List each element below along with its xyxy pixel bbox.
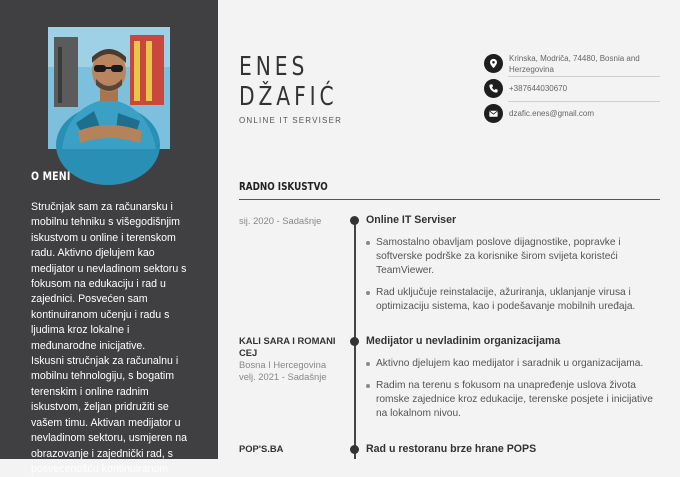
main-content: [218, 0, 680, 459]
job-date: velj. 2021 - Sadašnje: [239, 371, 327, 382]
job-bullet: Rad uključuje reinstalacije, ažuriranja, uklanjanje virusa i optimizaciju sistema, kao i podešavanje mobilnih uređaja.: [366, 286, 656, 314]
sidebar: [0, 0, 218, 475]
contact-phone[interactable]: [484, 77, 660, 100]
section-title-experience: RADNO ISKUSTVO: [239, 180, 328, 193]
job-meta: [239, 335, 339, 383]
about-title: O MENI: [31, 169, 71, 183]
about-paragraph: Stručnjak sam za računarsku i mobilnu tehniku s višegodišnjim iskustvom u online i terenskom radu. Aktivno djelujem kao medijator u nevladinom sektoru s fokusom na edukaciju i rad u zajednici. Posvećen sam kontinuiranom učenju i radu s ljudima kroz lokalne i međunarodne inicijative.: [31, 201, 187, 352]
job-subtitle: ONLINE IT SERVISER: [239, 116, 343, 125]
timeline-dot: [350, 216, 359, 225]
timeline-dot: [350, 445, 359, 454]
contact-email[interactable]: [484, 102, 660, 125]
last-name: DŽAFIĆ: [239, 82, 338, 112]
job-bullets: [366, 236, 656, 322]
job-organization: POP'S.BA: [239, 443, 284, 454]
job-date: sij. 2020 - Sadašnje: [239, 215, 322, 226]
contact-address: [484, 52, 660, 75]
first-name: ENES: [239, 52, 309, 82]
phone-text[interactable]: +387644030670: [509, 84, 568, 93]
address-text: Krinska, Modriča, 74480, Bosnia and Herzegovina: [509, 53, 640, 74]
job-title: Rad u restoranu brze hrane POPS: [366, 443, 537, 455]
job-title: Online IT Serviser: [366, 214, 457, 226]
section-divider: [239, 199, 660, 200]
phone-icon: [484, 79, 503, 98]
job-bullet: Radim na terenu s fokusom na unapređenje uslova života romske zajednice kroz edukacije, terenske posjete i inicijative na lokalnom nivou.: [366, 379, 656, 421]
job-bullet: Aktivno djelujem kao medijator i saradnik u organizacijama.: [366, 357, 656, 371]
timeline-dot: [350, 337, 359, 346]
job-bullets: [366, 357, 656, 429]
profile-photo: [48, 27, 170, 149]
job-location: Bosna I Hercegovina: [239, 359, 327, 370]
full-name: [239, 52, 338, 112]
job-title: Medijator u nevladinim organizacijama: [366, 335, 561, 347]
email-text[interactable]: dzafic.enes@gmail.com: [509, 109, 595, 118]
job-organization: KALI SARA I ROMANI CEJ: [239, 335, 336, 358]
about-paragraph: Iskusni stručnjak za računalnu i mobilnu tehnologiju, s bogatim terenskim i online radnim iskustvom, željan pridružiti se vašem timu. Aktivan medijator u nevladinom sektoru, usmjeren na obrazovanje i zajednički rad, s posvećenošću kontinuiranom: [31, 355, 188, 475]
about-text: [31, 200, 191, 477]
job-bullet: Samostalno obavljam poslove dijagnostike, popravke i softverske podrške za korisnike širom svijeta koristeći TeamViewer.: [366, 236, 656, 278]
email-icon: [484, 104, 503, 123]
job-meta: [239, 443, 339, 455]
location-pin-icon: [484, 54, 503, 73]
